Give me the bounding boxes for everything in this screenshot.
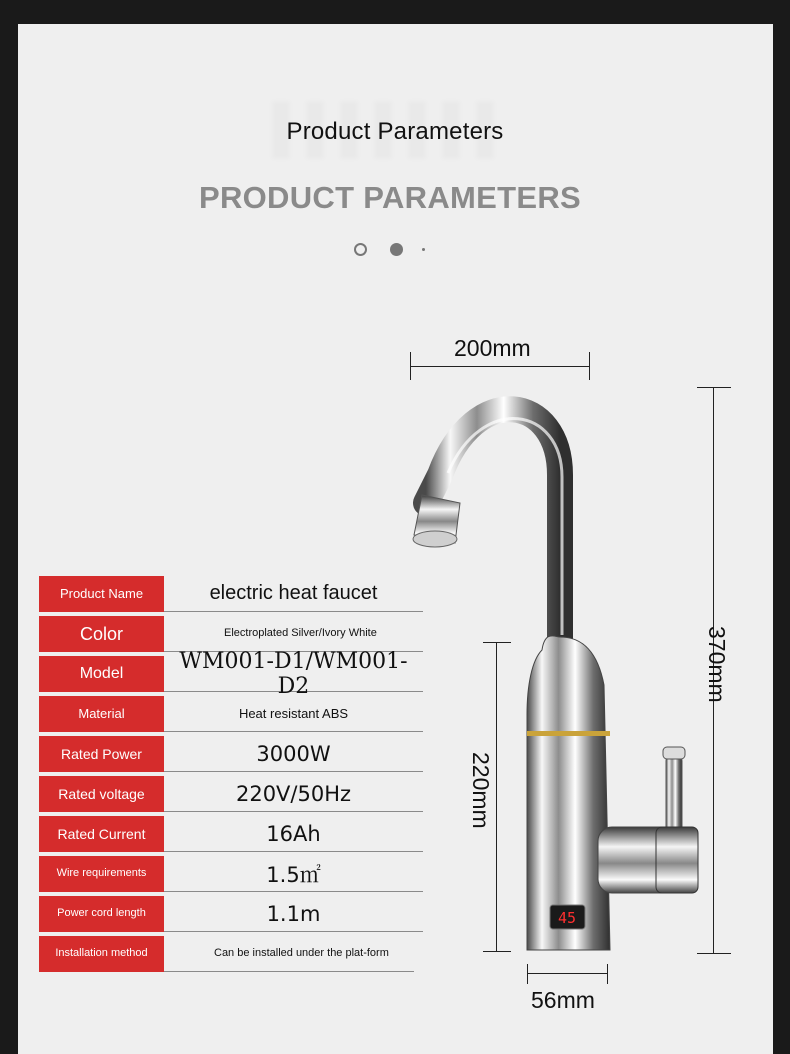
param-row (39, 936, 423, 972)
param-row (39, 816, 423, 852)
param-label: Model (39, 656, 164, 692)
param-row (39, 616, 423, 652)
param-row (39, 736, 423, 772)
param-row (39, 576, 423, 612)
base-width-label: 56mm (531, 987, 595, 1013)
param-value: 16Ah (164, 816, 423, 852)
page-subtitle: PRODUCT PARAMETERS (198, 180, 581, 215)
param-row (39, 896, 423, 932)
param-label: Color (39, 616, 164, 652)
pagination-dots (354, 243, 434, 257)
param-value: 1.1m (164, 896, 423, 932)
width-dimension-line (410, 366, 590, 367)
dot-outline-icon (354, 243, 367, 256)
width-dimension-tick (410, 352, 411, 380)
param-label: Rated voltage (39, 776, 164, 812)
base-width-dimension-tick (527, 964, 528, 984)
width-dimension-tick (589, 352, 590, 380)
param-row (39, 696, 423, 732)
param-value: WM001-D1/WM001-D2 (164, 656, 423, 692)
param-label: Rated Power (39, 736, 164, 772)
body-height-label: 220mm (468, 752, 494, 829)
param-label: Product Name (39, 576, 164, 612)
param-label: Installation method (39, 936, 164, 972)
base-width-dimension-line (527, 973, 608, 974)
width-label: 200mm (454, 335, 531, 361)
param-row (39, 776, 423, 812)
param-label: Rated Current (39, 816, 164, 852)
param-value: Can be installed under the plat-form (164, 936, 414, 972)
param-value: Electroplated Silver/Ivory White (164, 616, 423, 652)
param-value: electric heat faucet (164, 576, 423, 612)
dot-small-icon (422, 248, 425, 251)
param-value: 220V/50Hz (164, 776, 423, 812)
faucet-illustration (400, 385, 710, 965)
temperature-readout: 45 (557, 909, 577, 927)
height-label: 370mm (704, 626, 730, 703)
param-label: Wire requirements (39, 856, 164, 892)
param-value: 3000W (164, 736, 423, 772)
param-row (39, 856, 423, 892)
param-label: Power cord length (39, 896, 164, 932)
param-value: Heat resistant ABS (164, 696, 423, 732)
base-width-dimension-tick (607, 964, 608, 984)
dot-filled-icon (390, 243, 403, 256)
gold-ring (527, 731, 610, 736)
param-row (39, 648, 423, 699)
param-label: Material (39, 696, 164, 732)
page-title: Product Parameters (286, 118, 504, 145)
param-value: 1.5㎡ (164, 856, 423, 892)
